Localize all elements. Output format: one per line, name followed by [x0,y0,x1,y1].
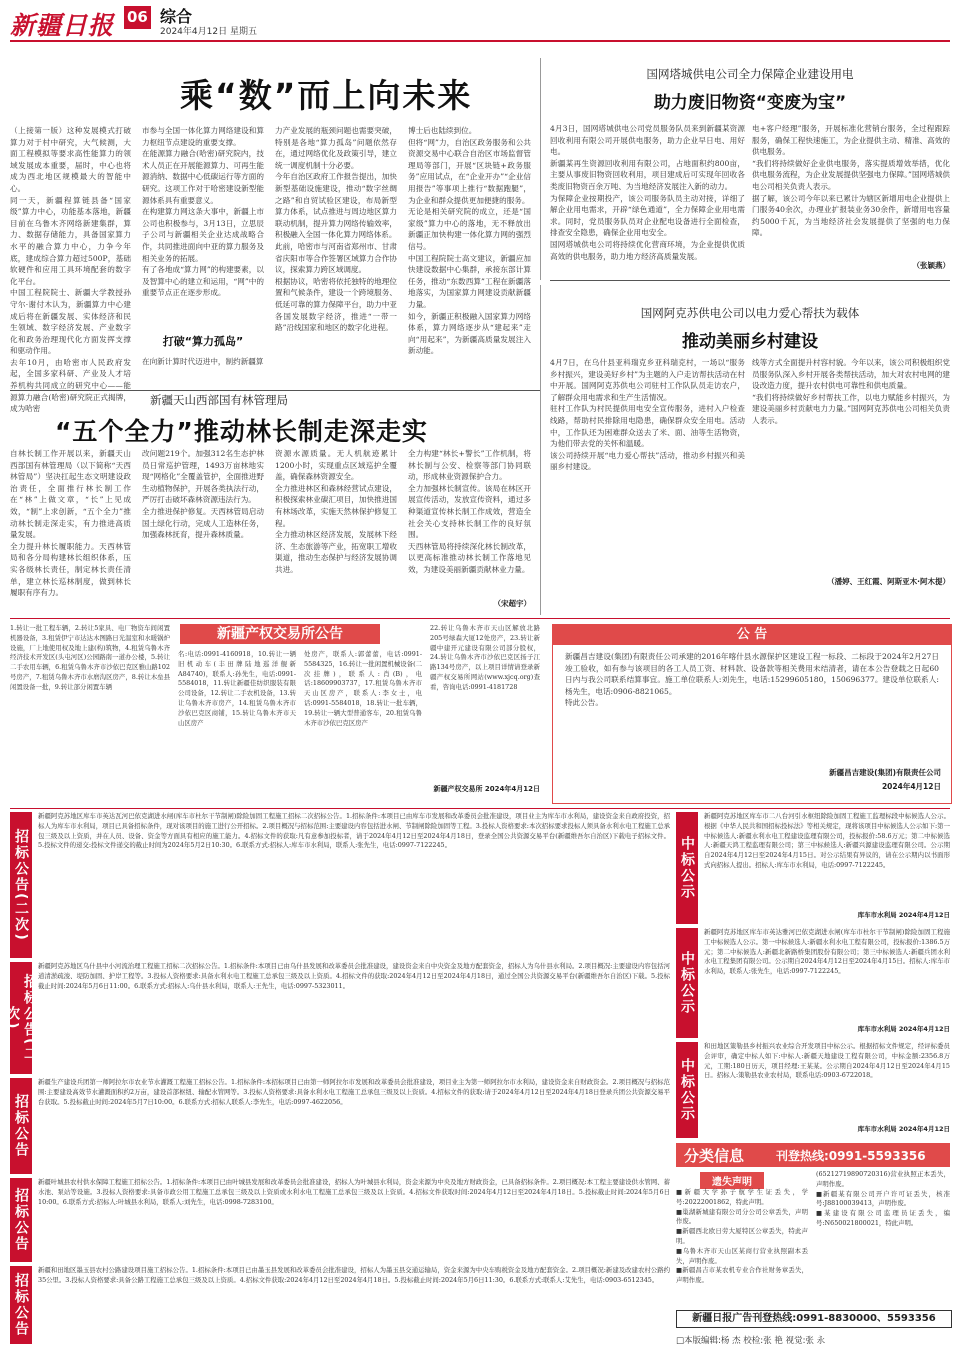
forestry-col-4 [408,448,531,613]
lead-col-2-text: 市参与全国一体化算力网络建设和算力枢纽节点建设的重要支撑。 在能源算力融合(哈密)研究院内，技术人员正在开展能源算力、可再生能源消纳、数据中心低碳运行等方面的研究。这项工作对于哈密建设新型能源体系具有重要意义。 在构建算力网这条大事中，新疆上市公司也积极参与，3月13日，立思辰子公司与新疆相关企业达成战略合作，共同推进面向中亚的算力服务及相关业务的拓展。 有了各地成“算力网”的构建要素，以及智算中心的建立和运用，“网”中的重要节点正在逐步形成。 [142,126,264,298]
award-notice-1 [704,812,950,924]
divider [540,58,541,280]
award-signature: 库车市水利局 2024年4月12日 [857,1125,950,1133]
lead-col-2 [142,125,264,380]
award-text: 新疆阿克苏地区库车市英达雅河巴依克湖进水闸(库车市杜尔干节制闸)除险加固工程施工中标候选人公示。第一中标候选人:新疆水利水电工程有限公司，投标报价:1386.5万元；第二中标候选人:新疆北新路桥集团股份有限公司；第三中标候选人:新疆兵团水利水电工程集团有限公司。公示期自2024年4月12日至2024年4月15日。招标人:库车市水利局，联系人:张先生，电话:0997-7122245。 [704,928,950,976]
forestry-kicker: 新疆天山西部国有林管理局 [150,393,288,407]
right-top-signature: （张颖燕） [912,261,950,270]
divider [540,285,541,615]
award-label: 中标公示 [676,812,698,924]
bid-second-label: 招标公告(二次) [10,812,32,958]
property-col-4-text: 22.转让乌鲁木齐市天山区解放北路205号绿森大厦12处房产，23.转让新疆中建开元建设有限公司部分股权，24.转让乌鲁木齐市沙依巴克区扬子江路134号房产，以上项目详情请登录新疆产权交易所网站(www.xjcq.org)查看，咨询电话:0991-4181728 [430,624,540,691]
lost-notice-col-2: (65212719890720316)营业执照正本丢失，声明作废。 ■新疆某有限公司开户许可证丢失，核准号:J88100039413，声明作废。 ■某建设有限公司监理员证丢失，编号:N650021800021，特此声明。 [816,1170,950,1227]
right-mid-title: 推动美丽乡村建设 [682,332,818,352]
bid-notice-2: 新疆阿克苏地区乌什县中小河流治理工程施工招标二次招标公告。1.招标条件:本项目已由乌什县发展和改革委员会批准建设，建设资金来自中央资金及地方配套资金，招标人为乌什县水利局。2.项目概况:主要建设内容包括河道清淤疏浚、堤防加固、护岸工程等。3.投标人资格要求:具备水利水电工程施工总承包三级及以上资质。4.招标文件的获取:2024年4月12日至2024年4月18日，通过全国公共资源交易平台(新疆维吾尔自治区)下载。5.投标截止时间:2024年5月6日11:00。6.联系方式:招标人:乌什县水利局，联系人:王先生，电话:0997-5323011。 [38,962,670,990]
section-name: 综合 [160,7,193,26]
forestry-col-2: 改问题219个。加强312名生态护林员日常巡护管理，1493万亩林地实现“网格化”全覆盖管护，全面推进野生动植物保护，开展各类执法行动，严厉打击破坏森林资源违法行为。 全力推进保护修复。天西林管局启动国土绿化行动，完成人工造林任务，加强森林抚育，提升森林质量。 [142,449,264,540]
bid-notice-4: 新疆叶城县农村供水保障工程施工招标公告。1.招标条件:本项目已由叶城县发展和改革委员会批准建设，招标人为叶城县水利局，资金来源为中央及地方财政资金，已具备招标条件。2.项目概况:本工程主要建设供水管网、蓄水池、泵站等设施。3.投标人资格要求:具备市政公用工程施工总承包三级及以上资质或水利水电工程施工总承包三级及以上资质。4.招标文件获取时间:2024年4月12日至2024年4月18日。5.投标截止时间:2024年5月6日10:00。6.联系方式:招标人:叶城县水利局，联系人:刘先生，电话:0998-7283100。 [38,1178,670,1206]
footer-editors: □本版编辑:杨 杰 校检:张 艳 视觉:张 永 [676,1336,826,1346]
classified-hotline: 刊登热线:0991-5593356 [776,1149,926,1163]
right-mid-col-2 [752,357,950,612]
right-mid-col-1: 4月7日，在乌什县亚科瑞克乡亚科瑞克村，一场以“服务乡村振兴，建设美好乡村”为主题的入户走访帮扶活动在村中开展。国网阿克苏供电公司驻村工作队队员走访农户，了解群众用电需求和生产生活情况。 驻村工作队为村民提供用电安全宣传服务，进村入户检查线路，帮助村民排除用电隐患，确保群众安全用电。活动中，工作队还为困难群众送去了米、面、油等生活物资，为他们带去党的关怀和温暖。 该公司持续开展“电力爱心帮扶”活动，推动乡村振兴和美丽乡村建设。 [550,358,745,472]
section-rule [10,618,950,619]
newspaper-logo: 新疆日报 [10,11,115,40]
property-header: 新疆产权交易所公告 [180,624,380,644]
right-top-title: 助力废旧物资“变废为宝” [653,93,847,113]
issue-date: 2024年4月12日 星期五 [160,27,257,37]
masthead [0,0,960,60]
lead-headline: 乘“数”而上向未来 [180,76,473,115]
award-notice-2 [704,928,950,1038]
right-top-col-1: 4月3日，国网塔城供电公司党员服务队员来到新疆某资源回收利用有限公司开展供电服务，助力企业早日电、用好电。 新疆某再生资源回收利用有限公司，占地面积约800亩，主要从事废旧物资回收利用，项目建成后可实现年回收各类废旧物资百余万吨、为当地经济发展注入新的动力。 为保障企业按期投产，该公司服务队员主动对接，详细了解企业用电需求，开辟“绿色通道”，全力保障企业用电需求。同时，党员服务队员对企业配电设备进行全面检查，排查安全隐患，确保企业用电安全。 国网塔城供电公司将持续优化营商环境，为企业提供优质高效的供电服务，助力地方经济高质量发展。 [550,124,745,261]
right-top-kicker: 国网塔城供电公司全力保障企业建设用电 [646,67,854,81]
property-col-2: 名:电话:0991-4160918，10.转让一辆旧机动车(丰田牌陆地巡洋舰新A84740)，联系人:孙先生，电话:0991-5584018，11.转让新疆佳纺织服装有限公司设备，12.转让二手农机设备，13.转让乌鲁木齐市房产，14.租赁乌鲁木齐市沙依巴克区商铺，15.转让乌鲁木齐市天山区房产 [178,650,296,727]
right-top-col-2-text: 电+客户经理”服务，开展标准化营销台服务，全过程跟踪服务，确保工程快速施工，为企业提供主动、精准、高效的供电服务。 “我们将持续做好企业供电服务，落实提质增效举措，优化供电服务流程，为企业发展提供坚强电力保障。”国网塔城供电公司相关负责人表示。 据了解，该公司今年以来已累计为辖区新增用电企业提供上门服务40余次，办理业扩报装业务30余件，新增用电容量约5000千瓦，为当地经济社会发展提供了坚强的电力保障。 [752,124,950,238]
forestry-title: “五个全力”推动林长制走深走实 [55,417,428,446]
notice-date: 2024年4月12日 [881,782,941,791]
lead-col-3: 力产业发展的瓶颈问题也需要突破，特别是各地“算力孤岛”问题依然存在，通过网络优化及政策引导，建立统一调度机制十分必要。 今年自治区政府工作报告提出，加快新型基础设施建设，推动“数字丝绸之路”和自贸试验区建设，布局新型算力体系，试点推进与周边地区算力联动机制，提升算力网络传输效率，积极融入全国一体化算力网络体系。 此前，哈密市与河南省郑州市、甘肃省庆阳市等合作签署区域算力合作协议，探索算力跨区域调度。 根据协议，哈密将依托独特的地理位置和气候条件，建设一个跨境服务、低延可靠的算力保障平台，助力中亚各国发展数字经济，推进“一带一路”沿线国家和地区的数字化进程。 [275,126,397,333]
lead-col-2-end: 在向新计算时代迈进中，制约新疆算 [142,356,264,366]
bid-notice-3: 新疆生产建设兵团第一师阿拉尔市农业节水灌溉工程施工招标公告。1.招标条件:本招标项目已由第一师阿拉尔市发展和改革委员会批准建设，项目业主为第一师阿拉尔市水利局，建设资金来自财政资金。2.项目概况与招标范围:主要建设高效节水灌溉面积约2万亩，建设首部枢纽、输配水管网等。3.投标人资格要求:具备水利水电工程施工总承包三级及以上资质。4.招标文件的获取:请于2024年4月12日至2024年4月18日登录兵团公共资源交易平台获取。5.投标截止时间:2024年5月7日10:00。6.联系方式:招标人联系人:李先生，电话:0997-4622056。 [38,1078,670,1106]
notice-body: 新疆昌吉建设(集团)有限责任公司承建的2016年喀什县水源保护区建设工程一标段、二标段于2024年2月27日竣工验收，如有参与该项目的各工人员工资、材料款、设备款等相关费用未结清者，请在本公告登载之日起60日内与我公司联系结算事宜。施工单位联系人:刘先生，电话:15299605180，150696377。建设单位联系人:杨先生，电话:0906-8821065。 特此公告。 [565,652,939,708]
divider [10,390,540,391]
lead-col-1: （上接第一版）这种发展模式打破算力对于村中研究，大气候测，大面工程模拟等要求高性能算力的领域发展成本重要，届时，中心也将成为西北地区规模最大的智能中心。 同一天，新疆程算链县备“国家级”算力中心，功能基本落地，新疆目前在乌鲁木齐网络新建集群，算力、数据存储能力，具备国家算力水平的融合算力中心，力争今年底，建成综合算力超过500P，基础软硬件和应用工具环境配套的数字化平台。 中国工程院院士、新疆大学教授孙守尔·谢付木认为，新疆算力中心建成后将在新疆发展、实体经济和民生领域、数字经济发展、产业数字化和政务治理现代化方面发挥支撑和驱动作用。 去年10月，由哈密市人民政府发起，全国多家科研、产业及人才培养机构共同成立的研究中心——能源算力融合(哈密)研究院正式揭牌，成为哈密 [10,126,131,414]
property-col-3: 处房产，联系人:郭蕾蕾，电话:0991-5584325，16.转让一批闲置机械设备(二次挂牌)，联系人:肖(B)，电话:18609903737，17.租赁乌鲁木齐市天山区房产，联系人:李女士，电话:0991-5584018，18.转让一批车辆，19.转让一辆大型普通客车，20.租赁乌鲁木齐市沙依巴克区房产 [304,650,422,727]
property-col-4 [430,624,540,802]
award-label: 中标公示 [676,928,698,1038]
award-notice-3 [704,1042,950,1138]
forestry-col-1: 自林长制工作开展以来，新疆天山西部国有林管理局（以下简称“天西林管局”）坚决扛起生态文明建设政治责任，全面推行林长制工作在“林”上做文章，“长”上见成效，“制”上求创新，“五个全力”推动林长制走深走实，有力推进高质量发展。 全力提升林长履职能力。天西林管局和各分局构建林长组织体系，压实各级林长责任，制定林长责任清单，建立林长巡林制度，做到林长履职有序有力。 [10,449,131,598]
ad-hotline: 新疆日报广告刊登热线:0991-8830000、5593356 [676,1310,952,1328]
lost-notice-col-1: ■新疆大学孙子航学生证丢失，学号:20222001862，特此声明。 ■巢湖新城建有限公司分公司公章丢失，声明作废。 ■新疆西北欧日劳大厦特区公章丢失，特此声明。 ■乌鲁木齐市天山区某商行营业执照副本丢失，声明作废。 ■新疆昌吉市某农机专业合作社财务章丢失，声明作废。 [676,1188,808,1285]
forestry-col-4-text: 全力构建“林长+警长”工作机制，将林长制与公安、检察等部门协同联动，形成林业资源保护合力。 全力加强林长制宣传。该局在林区开展宣传活动，发放宣传资料，通过多种渠道宣传林长制工作成效，营造全社会关心支持林长制工作的良好氛围。 天西林管局将持续深化林长制改革，以更高标准推动林长制工作落地见效，为建设美丽新疆贡献林业力量。 [408,449,531,574]
award-signature: 库车市水利局 2024年4月12日 [857,911,950,919]
right-mid-kicker: 国网阿克苏供电公司以电力爱心帮扶为载体 [640,306,860,320]
section-rule [10,808,950,809]
award-signature: 库车市水利局 2024年4月12日 [857,1025,950,1033]
bid-label: 招标公告 [10,1266,32,1344]
page-number: 06 [124,6,151,29]
masthead-rule [10,40,950,42]
bid-notice-5: 新疆和田地区墨玉县农村公路建设项目施工招标公告。1.招标条件:本项目已由墨玉县发展和改革委员会批准建设，招标人为墨玉县交通运输局，资金来源为中央车购税资金及地方配套资金。2.项目概况:新建及改建农村公路约35公里。3.投标人资格要求:具备公路工程施工总承包三级及以上资质。4.招标文件获取:2024年4月12日至2024年4月18日。5.投标截止时间:2024年5月6日11:30。6.联系方式:联系人:艾先生，电话:0903-6512345。 [38,1266,670,1284]
forestry-col-3: 资源水源质量。无人机航迹累计1200小时，实现重点区域巡护全覆盖，确保森林资源安全。 全力推进林区和森林经营试点建设，积极探索林业碳汇项目，加快推进国有林场改革，实施天然林保护修复工程。 全力推动林区经济发展，发展林下经济、生态旅游等产业，拓宽职工增收渠道，推动生态保护与经济发展协调共进。 [275,449,397,574]
bid-label: 招标公告 [10,1178,32,1262]
lost-notice-title: 遗失声明 [700,1172,764,1189]
right-mid-signature: （潘婷、王红霞、阿斯亚木·阿木提） [827,577,950,586]
award-text: 和田地区策勒县乡村振兴农业综合开发项目中标公示。根据招标文件规定，经评标委员会评审，确定中标人如下:中标人:新疆天地建设工程有限公司，中标金额:2356.8万元，工期:180日历天，项目经理:王某某。公示期自2024年4月12日至2024年4月15日。招标人:策勒县农业农村局，联系电话:0903-6722018。 [704,1042,950,1080]
right-mid-col-2-text: 线等方式全面提升村容村貌。今年以来，该公司积极组织党员服务队深入乡村开展各类帮扶活动，加大对农村电网的建设改造力度，提升农村供电可靠性和供电质量。 “我们将持续做好乡村帮扶工作，以电力赋能乡村振兴，为建设美丽乡村贡献电力力量。”国网阿克苏供电公司相关负责人表示。 [752,358,950,425]
property-col-1: 1.转让一批工程车辆，2.转让5家具、电厂物资车间闲置机器设备，3.租赁伊宁市达达木图路日光温室和水暖锅炉设施，厂上地使用权及地上建(构)筑物，4.租赁乌鲁木齐经济技术开发区(头屯河区)公园路南一道办公楼，5.转让二手农用车辆，6.租赁乌鲁木齐市沙依巴克区雅山路102号房产，7.租赁乌鲁木齐市水磨沟区房产，8.转让木垒县闲置设备一批，9.转让部分闲置车辆 [10,624,170,691]
bid-second-label: 招标公告(二次) [10,962,32,1074]
divider [550,280,950,281]
classified-title: 分类信息 [684,1147,745,1165]
lead-subhead: 打破“算力孤岛” [162,335,244,348]
bid-label: 招标公告 [10,1078,32,1174]
award-label: 中标公示 [676,1042,698,1138]
award-text: 新疆阿克苏地区库车市二八台河引水枢纽除险加固工程施工监理标段中标候选人公示。根据《中华人民共和国招标投标法》等相关规定，现将该项目中标候选人公示如下:第一中标候选人:新疆水利水电工程建设监理有限公司，投标报价:58.6万元；第二中标候选人:新疆天鸿工程监理有限公司；第三中标候选人:新疆兴源建设监理有限公司。公示期自2024年4月12日至2024年4月15日。对公示结果有异议的，请在公示期内以书面形式向招标人提出。招标人:库车市水利局，电话:0997-7122245。 [704,812,950,869]
classified-header [676,1143,950,1167]
property-signature: 新疆产权交易所 2024年4月12日 [433,785,540,793]
right-top-col-2 [752,123,950,273]
lead-col-4: 博士后也陆续到位。 但将“网”力，自治区政务服务和公共资源交易中心联合自治区市场监督管理局等部门，开展“区块链+政务服务”应用试点，在“企业开办”“企业信用报告”等事项上推行“数据跑腿”，为企业和群众提供更加便捷的服务。 无论是相关研究院的成立，还是“国家级”算力中心的落地，无不释放出新疆正加快构建一体化算力网的强烈信号。 中国工程院院士高文建议，新疆应加快建设数据中心集群，承接东部计算任务，推动“东数西算”工程在新疆落地落实，为国家算力网建设贡献新疆力量。 如今，新疆正积极融入国家算力网络体系，算力网络逐步从“建起来”走向“用起来”，为新疆高质量发展注入新动能。 [408,126,531,356]
notice-box [552,624,952,804]
notice-signature: 新疆昌吉建设(集团)有限责任公司 [829,768,941,777]
notice-header: 公 告 [553,625,951,645]
bid-notice-1: 新疆阿克苏地区库车市英达瓦河巴依克湖进水闸(库车市杜尔干节制闸)除险加固工程施工招标二次招标公告。1.招标条件:本项目已由库车市发展和改革委员会批准建设，项目业主为库车市水利局，建设资金来自政府投资，招标人为库车市水利局，项目已具备招标条件，现对该项目的施工进行公开招标。2.项目概况与招标范围:主要建设内容包括进水闸、节制闸除险加固等工程。3.投标人资格要求:本次招标要求投标人须具备水利水电工程施工总承包三级及以上资质，并在人员、设备、资金等方面具有相应的施工能力。4.招标文件的获取:凡有意参加投标者，请于2024年4月12日至2024年4月18日，登录全国公共资源交易平台(新疆维吾尔自治区)下载电子招标文件。5.投标文件的递交:投标文件递交的截止时间为2024年5月2日10:30。6.联系方式:招标人:库车市水利局，联系人:张先生，电话:0997-7122245。 [38,812,670,850]
forestry-signature: （宋超宇） [493,599,531,608]
